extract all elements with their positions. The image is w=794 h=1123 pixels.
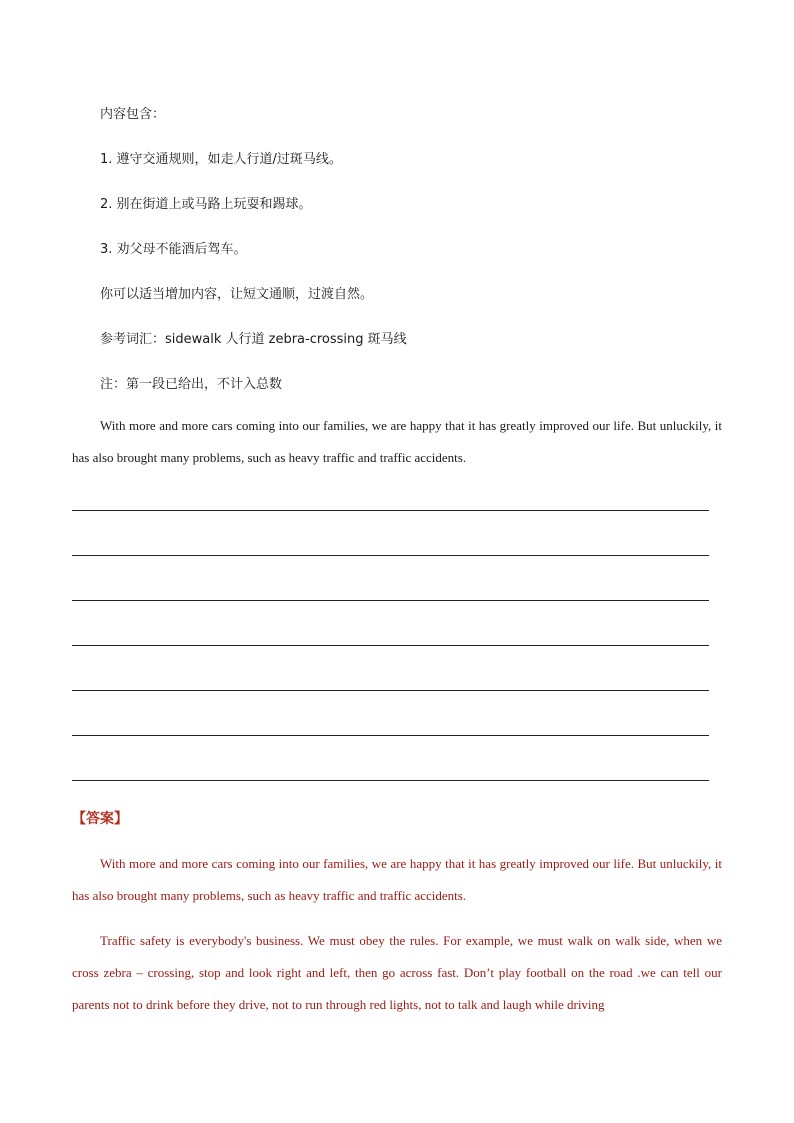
requirement-item-2: 2. 别在街道上或马路上玩耍和踢球。	[100, 197, 312, 212]
writing-line-2[interactable]	[72, 555, 709, 556]
word-count-note: 注：第一段已给出，不计入总数	[100, 377, 283, 392]
writing-line-4[interactable]	[72, 645, 709, 646]
requirement-item-1: 1. 遵守交通规则，如走人行道/过斑马线。	[100, 152, 342, 167]
answer-paragraph-2	[72, 925, 722, 1021]
writing-line-7[interactable]	[72, 780, 709, 781]
answer-paragraph-1	[72, 848, 722, 912]
answer-paragraph-1-text: With more and more cars coming into our families, we are happy that it has greatly improved our life. But unluckily, it has also brought many problems, such as heavy traffic and traffic accidents.	[72, 856, 722, 903]
vocabulary-reference: 参考词汇：sidewalk 人行道 zebra-crossing 斑马线	[100, 332, 407, 347]
given-paragraph	[72, 410, 722, 474]
writing-line-5[interactable]	[72, 690, 709, 691]
answer-label: 【答案】	[72, 811, 128, 827]
writing-line-6[interactable]	[72, 735, 709, 736]
writing-line-1[interactable]	[72, 510, 709, 511]
requirement-item-3: 3. 劝父母不能酒后驾车。	[100, 242, 247, 257]
writing-line-3[interactable]	[72, 600, 709, 601]
requirement-extra: 你可以适当增加内容，让短文通顺，过渡自然。	[100, 287, 374, 302]
requirements-heading: 内容包含：	[100, 107, 166, 122]
answer-paragraph-2-text: Traffic safety is everybody's business. We must obey the rules. For example, we must walk on walk side, when we cross zebra – crossing, stop and look right and left, then go across fast. Don’t play football on the road .we can tell our parents not to drink before they drive, not to run through red lights, not to talk and laugh while driving	[72, 933, 722, 1012]
given-paragraph-text: With more and more cars coming into our families, we are happy that it has greatly improved our life. But unluckily, it has also brought many problems, such as heavy traffic and traffic accidents.	[72, 418, 722, 465]
